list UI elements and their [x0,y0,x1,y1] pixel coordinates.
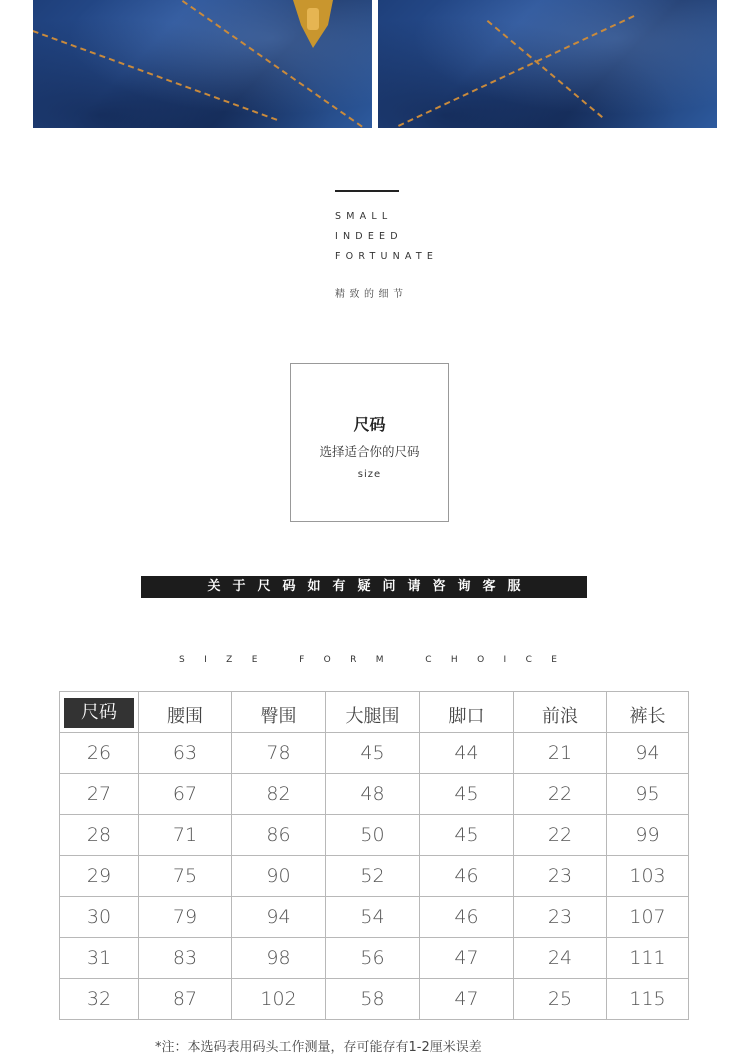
table-cell: 22 [514,774,607,815]
table-cell: 29 [60,856,139,897]
table-cell: 79 [139,897,232,938]
table-cell: 102 [232,979,326,1020]
english-line-1: SMALL [335,211,393,222]
size-inquiry-banner: 关于尺码如有疑问请咨询客服 [141,576,587,598]
table-cell: 31 [60,938,139,979]
table-cell: 44 [420,733,514,774]
table-cell: 21 [514,733,607,774]
table-cell: 71 [139,815,232,856]
table-cell: 32 [60,979,139,1020]
header-front-rise: 前浪 [514,692,607,733]
decorative-line [335,190,399,192]
size-title-box [290,363,449,522]
table-cell: 47 [420,938,514,979]
table-row [60,733,689,774]
table-cell: 52 [326,856,420,897]
table-row [60,774,689,815]
header-leg-opening: 脚口 [420,692,514,733]
table-cell: 90 [232,856,326,897]
table-header-row [60,692,689,733]
table-cell: 115 [607,979,689,1020]
table-cell: 47 [420,979,514,1020]
table-cell: 45 [420,815,514,856]
table-cell: 95 [607,774,689,815]
table-cell: 107 [607,897,689,938]
table-cell: 111 [607,938,689,979]
table-cell: 22 [514,815,607,856]
table-cell: 23 [514,897,607,938]
table-cell: 82 [232,774,326,815]
table-cell: 24 [514,938,607,979]
denim-detail-photo-beltloop [378,0,717,128]
zipper-icon [283,0,343,50]
size-form-choice-label: SIZE FORM CHOICE [179,655,577,665]
table-cell: 63 [139,733,232,774]
table-cell: 78 [232,733,326,774]
english-line-3: FORTUNATE [335,251,439,262]
header-length: 裤长 [607,692,689,733]
table-cell: 83 [139,938,232,979]
table-cell: 48 [326,774,420,815]
table-cell: 27 [60,774,139,815]
table-cell: 98 [232,938,326,979]
table-cell: 23 [514,856,607,897]
table-cell: 86 [232,815,326,856]
table-cell: 46 [420,897,514,938]
table-cell: 45 [420,774,514,815]
table-cell: 46 [420,856,514,897]
table-cell: 94 [232,897,326,938]
table-cell: 45 [326,733,420,774]
table-row [60,856,689,897]
table-cell: 30 [60,897,139,938]
table-cell: 58 [326,979,420,1020]
table-cell: 94 [607,733,689,774]
denim-texture [378,0,717,128]
size-box-title: 尺码 [353,415,386,434]
table-row [60,897,689,938]
table-cell: 54 [326,897,420,938]
measurement-note: *注：本选码表用码头工作测量，存可能存有1-2厘米误差 [155,1040,482,1055]
table-cell: 56 [326,938,420,979]
table-cell: 50 [326,815,420,856]
table-cell: 75 [139,856,232,897]
header-thigh: 大腿围 [326,692,420,733]
table-cell: 28 [60,815,139,856]
table-cell: 103 [607,856,689,897]
table-cell: 99 [607,815,689,856]
table-cell: 67 [139,774,232,815]
english-line-2: INDEED [335,231,403,242]
size-box-english: size [357,469,382,480]
header-hip: 臀围 [232,692,326,733]
table-cell: 26 [60,733,139,774]
header-size: 尺码 [60,692,139,733]
denim-detail-photo-zipper [33,0,372,128]
size-chart-table [59,691,689,1020]
table-cell: 87 [139,979,232,1020]
detail-caption: 精致的细节 [335,289,408,300]
table-cell: 25 [514,979,607,1020]
header-waist: 腰围 [139,692,232,733]
size-box-subtitle: 选择适合你的尺码 [319,444,420,459]
table-row [60,815,689,856]
table-row [60,938,689,979]
table-row [60,979,689,1020]
